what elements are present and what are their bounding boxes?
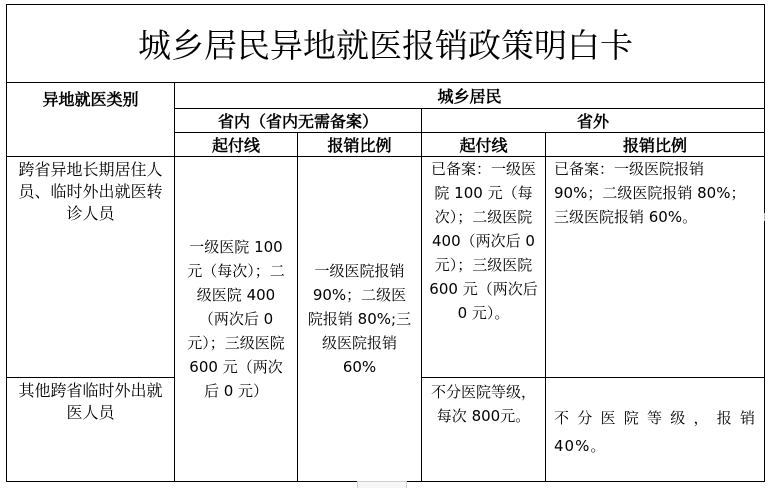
row2-out-ratio: 不分医院等级，报销 40%。 [546, 377, 765, 481]
row1-in-deductible: 一级医院 100元（每次）；二级医院 400（两次后 0元）；三级医院 600 元（两次后 0 元） [175, 157, 298, 482]
row1-out-ratio: 已备案：一级医院报销 90%；二级医院报销 80%；三级医院报销 60%。 [546, 157, 765, 377]
page-edge-marker [357, 481, 407, 488]
page-title: 城乡居民异地就医报销政策明白卡 [7, 5, 765, 83]
row1-category: 跨省异地长期居住人员、临时外出就医转诊人员 [7, 157, 175, 377]
row1-out-deductible: 已备案：一级医院 100 元（每次）；二级医院 400（两次后 0元）；三级医院 600 元（两次后 0 元）。 [422, 157, 546, 377]
page-edge-tick [764, 213, 769, 221]
row2-category: 其他跨省临时外出就医人员 [7, 377, 175, 481]
header-category: 异地就医类别 [7, 83, 175, 157]
policy-table [6, 4, 765, 482]
header-in-province: 省内（省内无需备案） [175, 109, 422, 133]
header-in-ratio: 报销比例 [298, 133, 422, 157]
row2-out-deductible: 不分医院等级，每次 800元。 [422, 377, 546, 481]
header-in-deductible: 起付线 [175, 133, 298, 157]
header-group: 城乡居民 [175, 83, 765, 109]
header-out-province: 省外 [422, 109, 765, 133]
header-out-deductible: 起付线 [422, 133, 546, 157]
header-out-ratio: 报销比例 [546, 133, 765, 157]
row1-in-ratio: 一级医院报销 90%；二级医院报销 80%;三级医院报销 60% [298, 157, 422, 482]
